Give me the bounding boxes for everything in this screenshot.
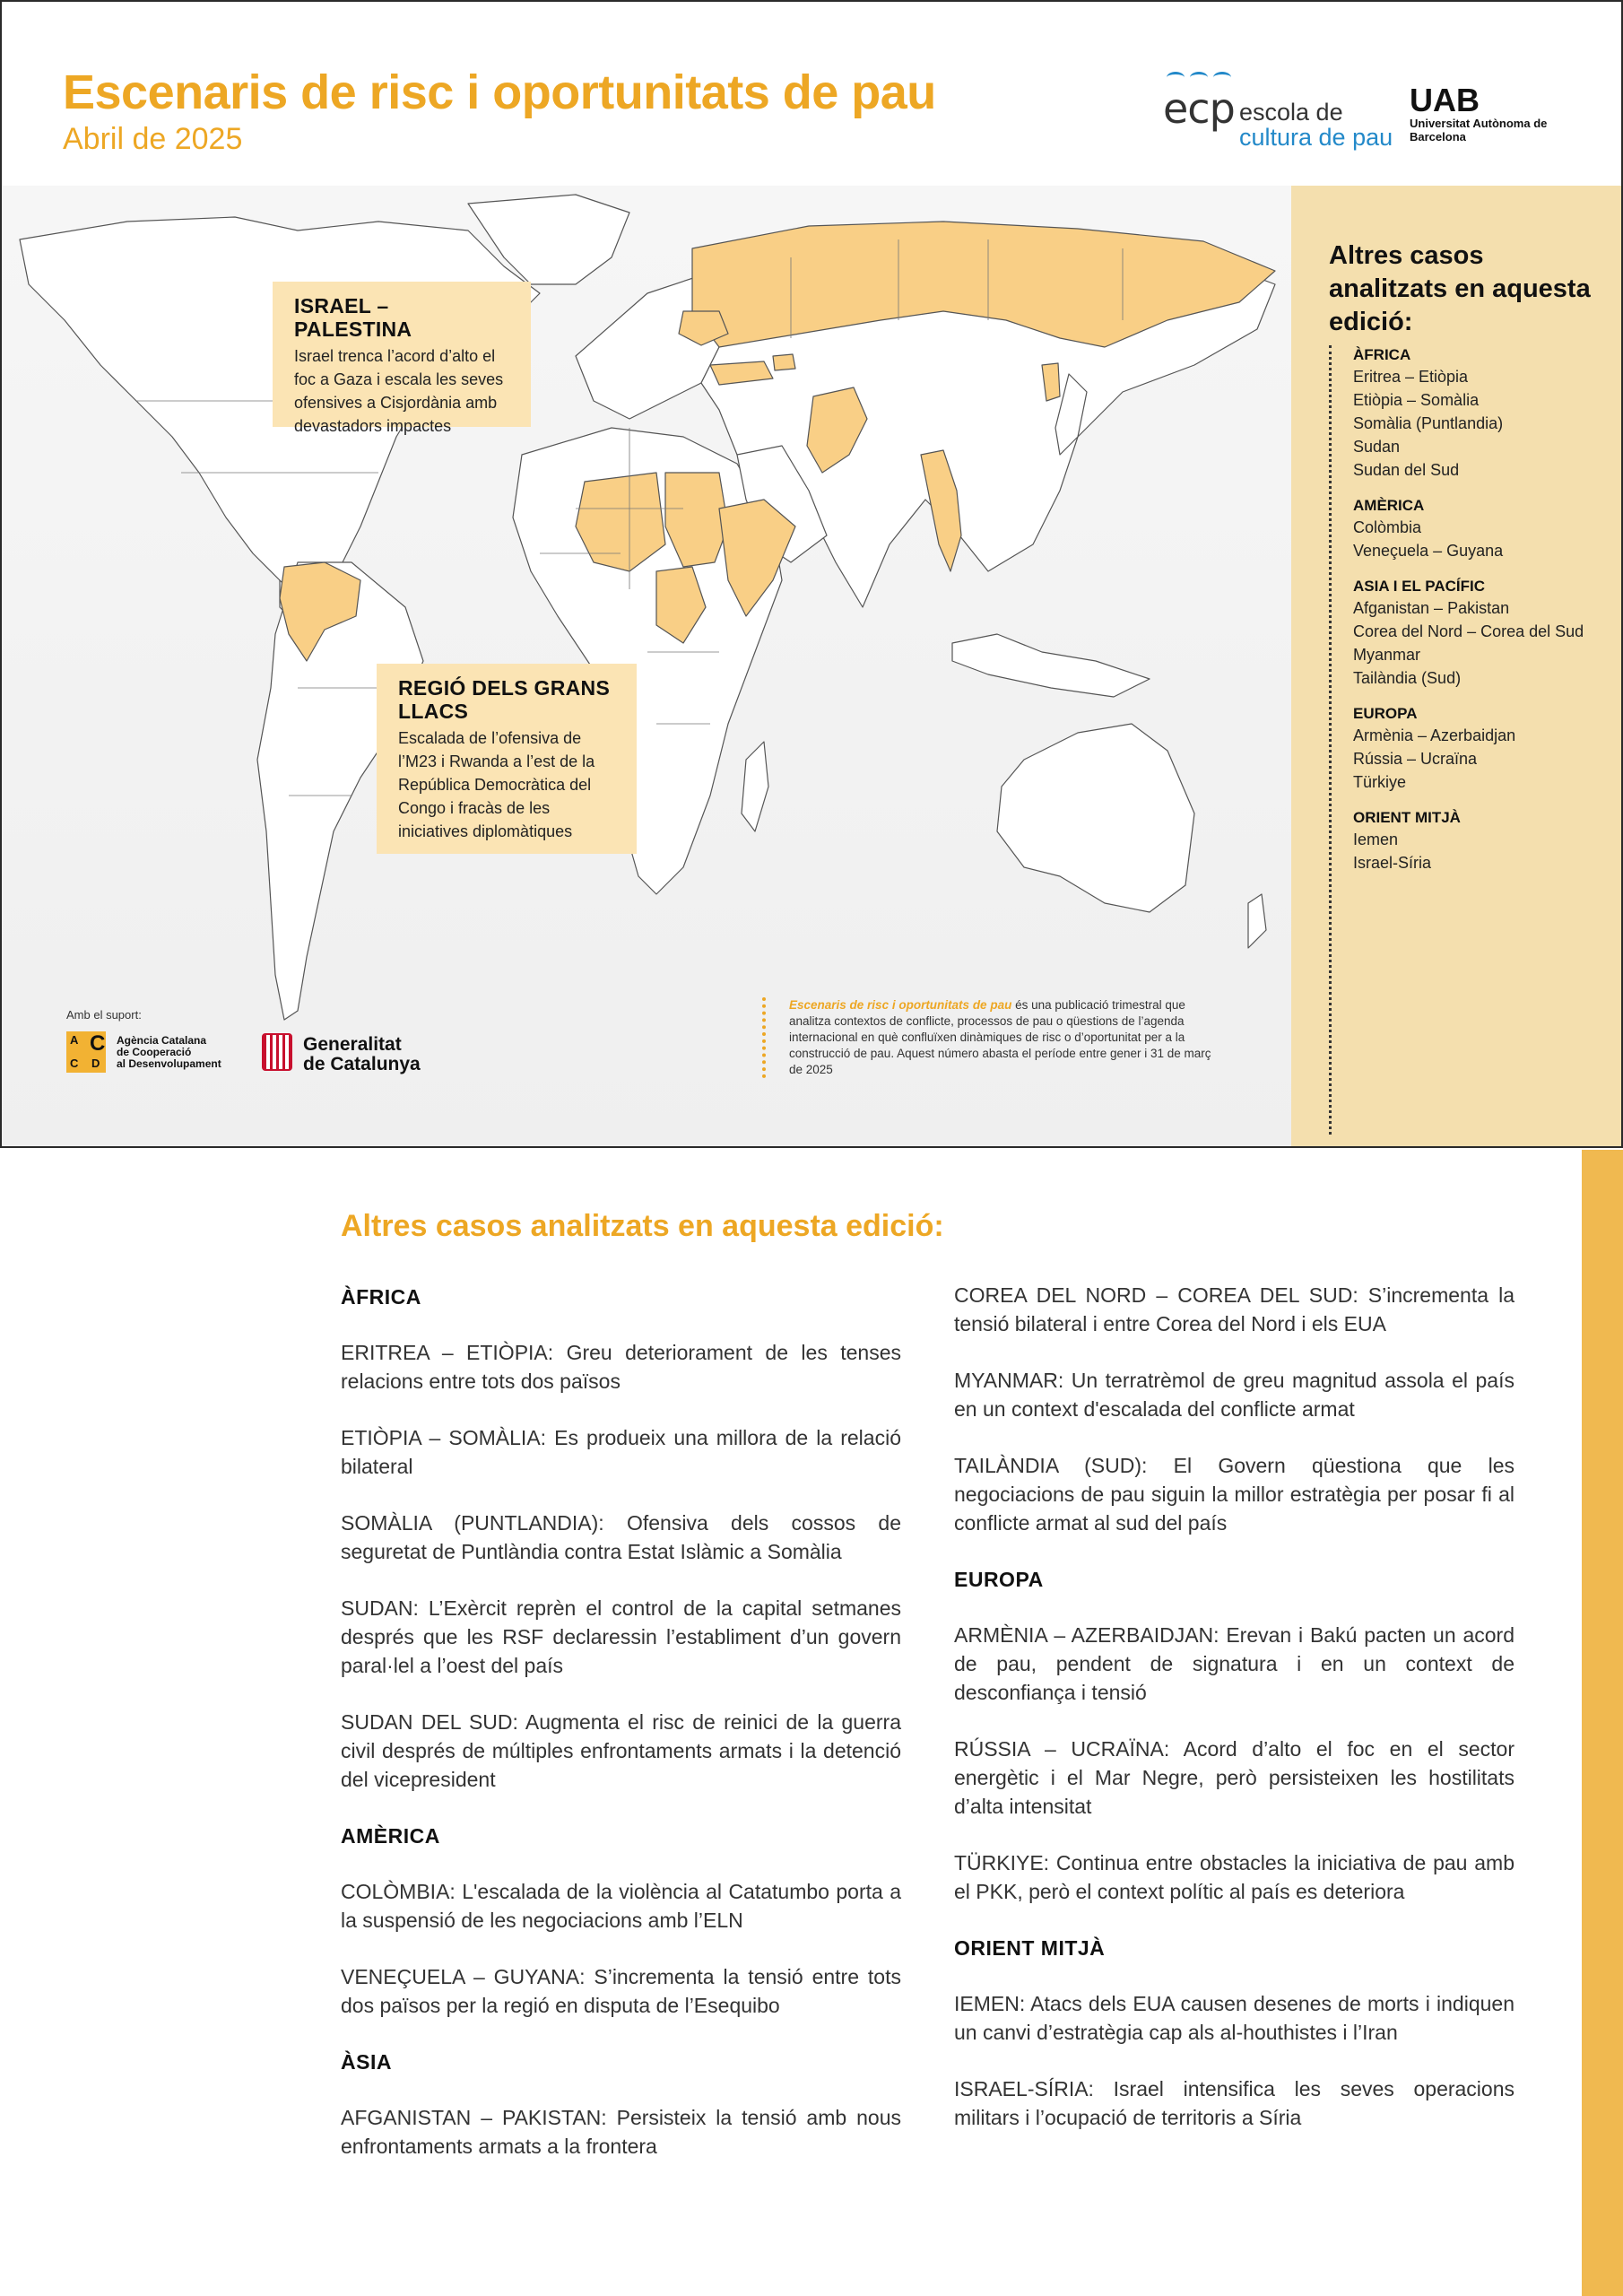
cases-column-right — [954, 1281, 1515, 2160]
header — [2, 2, 1621, 186]
callout-title: REGIÓ DELS GRANS LLACS — [398, 676, 611, 723]
region-heading-orient: ORIENT MITJÀ — [954, 1936, 1106, 1960]
world-map — [2, 186, 1291, 1148]
acd-logo — [66, 1031, 246, 1074]
sidebar-item: Iemen — [1353, 831, 1399, 848]
callout-title: ISRAEL – PALESTINA — [294, 294, 412, 341]
case-entry: RÚSSIA – UCRAÏNA: Acord d’alto el foc en el sector energètic i el Mar Negre, però persisteixen les hostilitats d’alta intensitat — [954, 1737, 1515, 1818]
generalitat-logo — [262, 1033, 441, 1074]
generalitat-logo-name: Generalitat de Catalunya — [303, 1034, 421, 1074]
sidebar-item: Rússia – Ucraïna — [1353, 750, 1478, 768]
uab-logo — [1410, 84, 1589, 147]
callout-text: Israel trenca l’acord d’alto el foc a Gaza i escala les seves ofensives a Cisjordània amb devastadors impactes — [294, 347, 504, 435]
sidebar-list — [1329, 345, 1614, 1135]
sidebar-item: Armènia – Azerbaidjan — [1353, 726, 1516, 744]
case-entry: AFGANISTAN – PAKISTAN: Persisteix la tensió amb nous enfrontaments armats a la frontera — [341, 2106, 901, 2158]
case-entry: TÜRKIYE: Continua entre obstacles la iniciativa de pau amb el PKK, però el context polític al país es deteriora — [954, 1851, 1515, 1903]
case-entry: COREA DEL NORD – COREA DEL SUD: S’incrementa la tensió bilateral i entre Corea del Nord i els EUA — [954, 1283, 1515, 1335]
uab-logo-name: Universitat Autònoma de Barcelona — [1410, 117, 1548, 144]
sidebar-item: Veneçuela – Guyana — [1353, 542, 1504, 560]
acd-logo-name: Agència Catalana de Cooperació al Desenvolupament — [117, 1034, 221, 1070]
sidebar-item: Colòmbia — [1353, 518, 1422, 536]
sidebar-title: Altres casos analitzats en aquesta edició: — [1329, 241, 1591, 336]
sidebar-item: Sudan — [1353, 438, 1401, 456]
publication-note-title: Escenaris de risc i oportunitats de pau — [789, 998, 1012, 1012]
section-title: Altres casos analitzats en aquesta edició: — [341, 1209, 944, 1243]
sidebar-item: Afganistan – Pakistan — [1353, 599, 1510, 617]
sidebar-item: Eritrea – Etiòpia — [1353, 368, 1469, 386]
case-entry: VENEÇUELA – GUYANA: S’incrementa la tensió entre tots dos països per la regió en disputa de l’Esequibo — [341, 1965, 901, 2017]
page-title: Escenaris de risc i oportunitats de pau — [63, 65, 936, 119]
sidebar-item: Israel-Síria — [1353, 854, 1432, 872]
sidebar-item: Türkiye — [1353, 773, 1407, 791]
decorative-side-bar — [1582, 1150, 1623, 2296]
sidebar-other-cases — [1291, 186, 1621, 1148]
case-entry: ARMÈNIA – AZERBAIDJAN: Erevan i Bakú pacten un acord de pau, pendent de signatura i en un context de desconfiança i tensió — [954, 1623, 1515, 1704]
madagascar-shape — [742, 742, 768, 831]
sidebar-region-africa: ÀFRICA — [1353, 346, 1411, 363]
page-subtitle: Abril de 2025 — [63, 122, 243, 156]
new-zealand-shape — [1248, 894, 1266, 948]
region-heading-asia: ÀSIA — [341, 2050, 392, 2074]
region-heading-america: AMÈRICA — [341, 1824, 440, 1848]
sidebar-item: Corea del Nord – Corea del Sud — [1353, 622, 1584, 640]
uab-logo-mark: UAB — [1410, 82, 1480, 118]
sidebar-region-orient: ORIENT MITJÀ — [1353, 809, 1461, 826]
case-entry: TAILÀNDIA (SUD): El Govern qüestiona que les negociacions de pau siguin la millor estratègia per posar fi al conflicte armat al sud del país — [954, 1454, 1515, 1535]
case-entry: SUDAN: L’Exèrcit reprèn el control de la capital setmanes després que les RSF declaressin l’establiment d’un govern paral·lel a l’oest del país — [341, 1596, 901, 1677]
region-heading-africa: ÀFRICA — [341, 1285, 421, 1309]
case-entry: ERITREA – ETIÒPIA: Greu deteriorament de les tenses relacions entre tots dos països — [341, 1341, 901, 1393]
cases-column-left — [341, 1283, 901, 2188]
callout-text: Escalada de l’ofensiva de l’M23 i Rwanda a l’est de la República Democràtica del Congo i fracàs de les iniciatives diplomàtiques — [398, 729, 595, 840]
support-label: Amb el suport: — [66, 1008, 142, 1022]
sidebar-item: Tailàndia (Sud) — [1353, 669, 1462, 687]
sidebar-item: Etiòpia – Somàlia — [1353, 391, 1480, 409]
ecp-logo — [1163, 84, 1393, 152]
case-entry: COLÒMBIA: L'escalada de la violència al Catatumbo porta a la suspensió de les negociacions amb l’ELN — [341, 1880, 901, 1932]
publication-note-text: és una publicació trimestral que analitza contextos de conflicte, processos de pau o qüestions de l’agenda internacional en què confluïxen dinàmiques de risc o d’oportunitat per a la construcció de pau. Aquest número abasta el període entre gener i 31 de març de 2025 — [789, 998, 1211, 1076]
case-entry: IEMEN: Atacs dels EUA causen desenes de morts i indiquen un canvi d’estratègia cap als al-houthistes i l’Iran — [954, 1992, 1515, 2044]
sidebar-region-asia: ASIA I EL PACÍFIC — [1353, 578, 1486, 595]
sidebar-region-europa: EUROPA — [1353, 705, 1418, 722]
ecp-logo-line1: escola de — [1239, 99, 1343, 126]
callout-israel-palestina — [273, 282, 531, 435]
case-entry: SOMÀLIA (PUNTLANDIA): Ofensiva dels cossos de seguretat de Puntlàndia contra Estat Islàmic a Somàlia — [341, 1511, 901, 1563]
australia-shape — [997, 724, 1194, 912]
sidebar-region-america: AMÈRICA — [1353, 497, 1425, 514]
case-entry: ISRAEL-SÍRIA: Israel intensifica les seves operacions militars i l’ocupació de territoris a Síria — [954, 2077, 1515, 2129]
sidebar-item: Somàlia (Puntlandia) — [1353, 414, 1504, 432]
region-heading-europa: EUROPA — [954, 1568, 1044, 1591]
publication-note — [762, 997, 1215, 1078]
indonesia-shape — [952, 634, 1150, 697]
case-entry: ETIÒPIA – SOMÀLIA: Es produeix una millora de la relació bilateral — [341, 1426, 901, 1478]
case-entry: MYANMAR: Un terratrèmol de greu magnitud assola el país en un context d'escalada del conflicte armat — [954, 1369, 1515, 1421]
case-entry: SUDAN DEL SUD: Augmenta el risc de reinici de la guerra civil després de múltiples enfrontaments armats i la detenció del vicepresident — [341, 1710, 901, 1791]
acd-logo-mark: A C C D — [66, 1031, 106, 1073]
caucasus-highlight — [773, 354, 795, 370]
sidebar-item: Sudan del Sud — [1353, 461, 1460, 479]
ecp-logo-mark: ecp — [1163, 84, 1235, 133]
callout-grans-llacs — [377, 664, 637, 854]
generalitat-logo-mark — [262, 1033, 292, 1071]
ecp-logo-line2: cultura de pau — [1239, 124, 1393, 151]
sidebar-item: Myanmar — [1353, 646, 1421, 664]
